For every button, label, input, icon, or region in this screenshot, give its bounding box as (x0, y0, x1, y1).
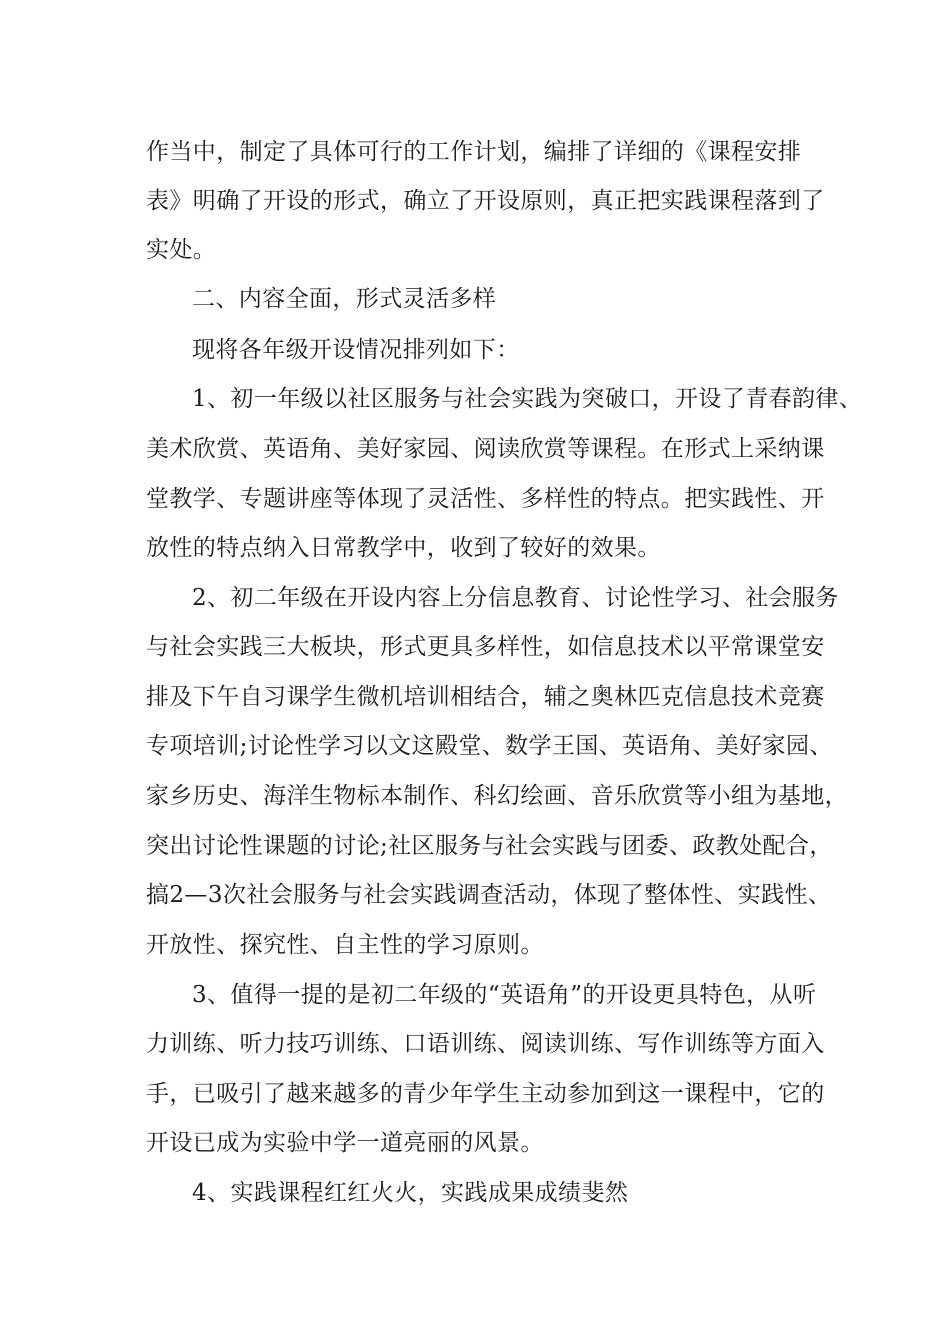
section-heading: 二、内容全面，形式灵活多样 (192, 286, 497, 312)
text-line: 作当中，制定了具体可行的工作计划，编排了详细的《课程安排 (146, 139, 802, 165)
text-line: 专项培训;讨论性学习以文这殿堂、数学王国、英语角、美好家园、 (146, 733, 833, 759)
text-line: 排及下午自习课学生微机培训相结合，辅之奥林匹克信息技术竞赛 (146, 684, 825, 710)
list-item-2: 2、初二年级在开设内容上分信息教育、讨论性学习、社会服务 (192, 585, 839, 611)
text-line: 美术欣赏、英语角、美好家园、阅读欣赏等课程。在形式上采纳课 (146, 436, 825, 462)
list-item-4: 4、实践课程红红火火，实践成果成绩斐然 (192, 1180, 629, 1206)
text-line: 堂教学、专题讲座等体现了灵活性、多样性的特点。把实践性、开 (146, 486, 825, 512)
text-line: 表》明确了开设的形式，确立了开设原则，真正把实践课程落到了 (146, 188, 825, 214)
text-line: 家乡历史、海洋生物标本制作、科幻绘画、音乐欣赏等小组为基地， (146, 783, 848, 809)
text-line: 开设已成为实验中学一道亮丽的风景。 (146, 1130, 544, 1156)
text-line: 实处。 (146, 237, 217, 263)
text-line: 手，已吸引了越来越多的青少年学生主动参加到这一课程中，它的 (146, 1081, 825, 1107)
list-item-1: 1、初一年级以社区服务与社会实践为突破口，开设了青春韵律、 (192, 386, 863, 412)
text-line: 与社会实践三大板块，形式更具多样性，如信息技术以平常课堂安 (146, 634, 825, 660)
text-line: 搞2—3次社会服务与社会实践调查活动，体现了整体性、实践性、 (146, 882, 832, 908)
text-line: 突出讨论性课题的讨论;社区服务与社会实践与团委、政教处配合， (146, 833, 833, 859)
text-line: 力训练、听力技巧训练、口语训练、阅读训练、写作训练等方面入 (146, 1031, 825, 1057)
text-line: 现将各年级开设情况排列如下： (192, 337, 520, 363)
text-line: 放性的特点纳入日常教学中，收到了较好的效果。 (146, 535, 661, 561)
list-item-3: 3、值得一提的是初二年级的“英语角”的开设更具特色，从听 (192, 982, 817, 1008)
text-line: 开放性、探究性、自主性的学习原则。 (146, 932, 544, 958)
